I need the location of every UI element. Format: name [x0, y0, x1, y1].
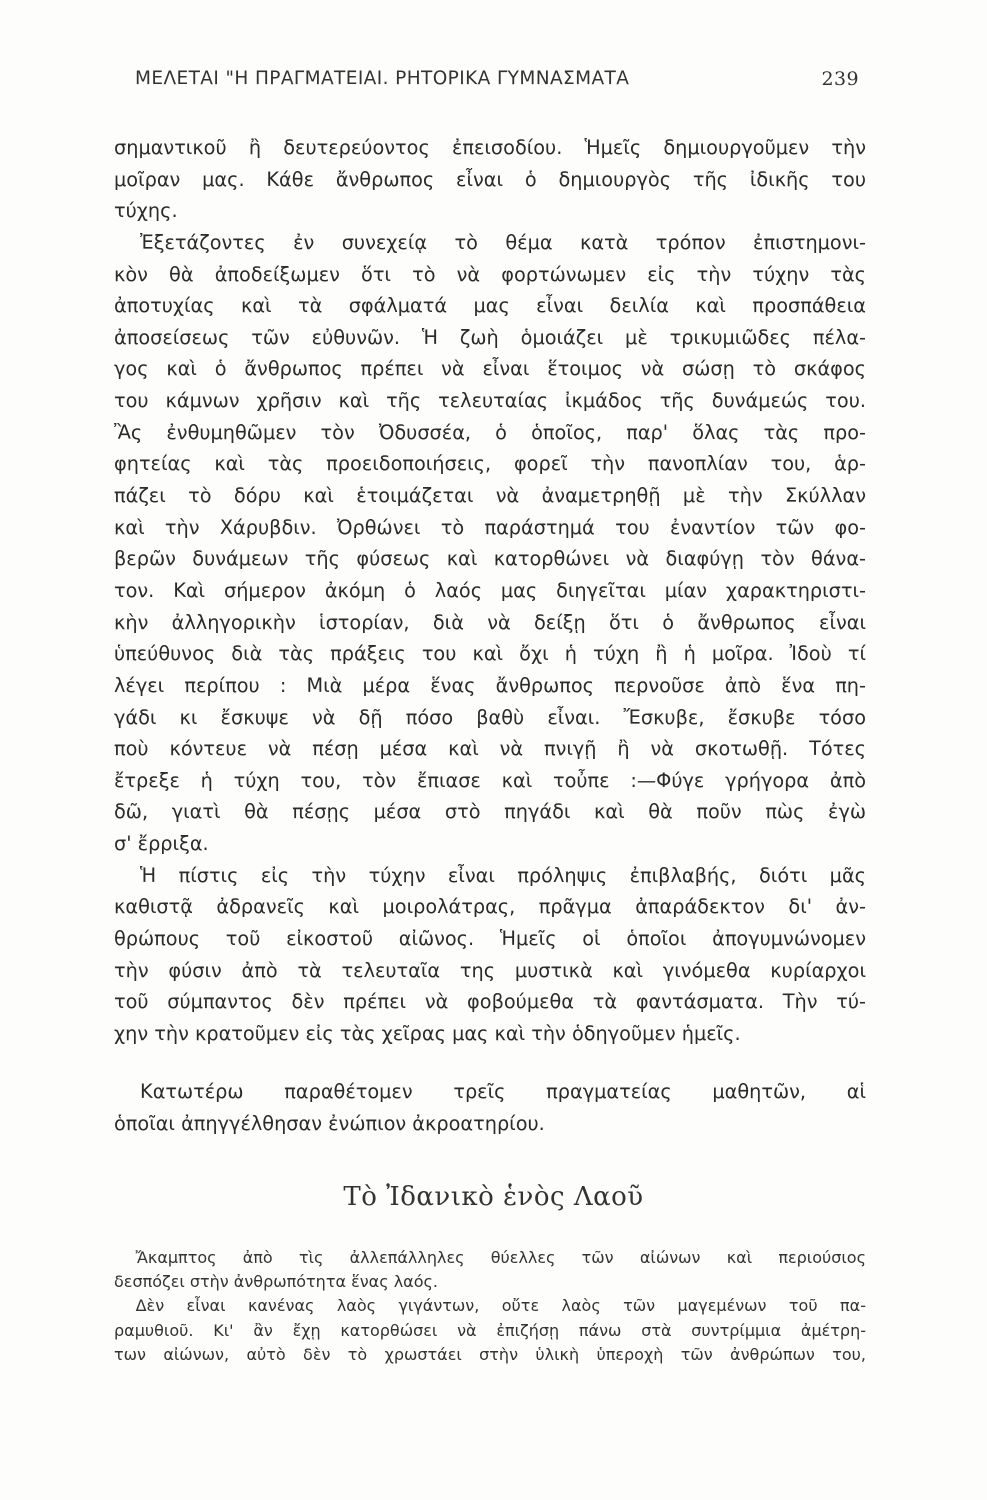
text-line: βερῶν δυνάμεων τῆς φύσεως καὶ κατορθώνει νὰ διαφύγῃ τὸν θάνα-: [114, 547, 866, 571]
text-line: χην τὴν κρατοῦμεν εἰς τὰς χεῖρας μας καὶ τὴν ὁδηγοῦμεν ἡμεῖς.: [114, 1021, 741, 1045]
text-line: Κατωτέρω παραθέτομεν τρεῖς πραγματείας μαθητῶν, αἱ: [140, 1080, 866, 1103]
text-line: μοῖραν μας. Κάθε ἄνθρωπος εἶναι ὁ δημιουργὸς τῆς ἰδικῆς του: [114, 167, 866, 191]
text-line: τύχης.: [114, 199, 178, 223]
text-line: Δὲν εἶναι κανένας λαὸς γιγάντων, οὔτε λαὸς τῶν μαγεμένων τοῦ πα-: [135, 1296, 866, 1316]
text-line: Ἂς ἐνθυμηθῶμεν τὸν Ὀδυσσέα, ὁ ὁποῖος, παρ' ὅλας τὰς προ-: [114, 420, 866, 444]
text-line: σ' ἔρριξα.: [114, 832, 209, 856]
text-line: κὴν ἀλληγορικὴν ἱστορίαν, διὰ νὰ δείξῃ ὅτι ὁ ἄνθρωπος εἶναι: [114, 610, 866, 634]
text-line: δῶ, γιατὶ θὰ πέσῃς μέσα στὸ πηγάδι καὶ θὰ ποῦν πὼς ἐγὼ: [114, 800, 866, 824]
intro-paragraph: [114, 1076, 866, 1139]
text-line: καθιστᾷ ἀδρανεῖς καὶ μοιρολάτρας, πρᾶγμα ἀπαράδεκτον δι' ἀν-: [114, 895, 866, 919]
header-title: ΜΕΛΕΤΑΙ "Η ΠΡΑΓΜΑΤΕΙΑΙ. ΡΗΤΟΡΙΚΑ ΓΥΜΝΑΣΜΑΤΑ: [135, 68, 630, 89]
text-line: Ἐξετάζοντες ἐν συνεχείᾳ τὸ θέμα κατὰ τρόπον ἐπιστημονι-: [140, 230, 866, 254]
text-line: θρώπους τοῦ εἰκοστοῦ αἰῶνος. Ἡμεῖς οἱ ὁποῖοι ἀπογυμνώνομεν: [114, 927, 866, 951]
text-line: φητείας καὶ τὰς προειδοποιήσεις, φορεῖ τὴν πανοπλίαν του, ἁρ-: [114, 452, 866, 476]
text-line: ὑπεύθυνος διὰ τὰς πράξεις του καὶ ὄχι ἡ τύχη ἢ ἡ μοῖρα. Ἰδοὺ τί: [114, 642, 866, 666]
text-line: γάδι κι ἔσκυψε νὰ δῇ πόσο βαθὺ εἶναι. Ἔσκυβε, ἔσκυβε τόσο: [114, 705, 866, 729]
section-title: Τὸ Ἰδανικὸ ἑνὸς Λαοῦ: [343, 1182, 644, 1212]
text-line: δεσπόζει στὴν ἀνθρωπότητα ἕνας λαός.: [114, 1272, 438, 1292]
text-line: λέγει περίπου : Μιὰ μέρα ἕνας ἄνθρωπος περνοῦσε ἀπὸ ἕνα πη-: [114, 673, 866, 697]
text-line: τοῦ σύμπαντος δὲν πρέπει νὰ φοβούμεθα τὰ φαντάσματα. Τὴν τύ-: [114, 990, 866, 1014]
text-line: ραμυθιοῦ. Κι' ἂν ἔχῃ κατορθώσει νὰ ἐπιζήσῃ πάνω στὰ συντρίμμια ἀμέτρη-: [114, 1320, 866, 1340]
text-line: Ἄκαμπτος ἀπὸ τὶς ἀλλεπάλληλες θύελλες τῶν αἰώνων καὶ περιούσιος: [135, 1248, 866, 1267]
essay-text: [114, 1246, 866, 1367]
text-line: ἔτρεξε ἡ τύχη του, τὸν ἔπιασε καὶ τοὖπε :—Φύγε γρήγορα ἀπὸ: [114, 768, 866, 792]
text-line: πάζει τὸ δόρυ καὶ ἑτοιμάζεται νὰ ἀναμετρηθῇ μὲ τὴν Σκύλλαν: [114, 484, 866, 508]
text-line: καὶ τὴν Χάρυβδιν. Ὀρθώνει τὸ παράστημά του ἐναντίον τῶν φο-: [114, 515, 866, 539]
text-line: γος καὶ ὁ ἄνθρωπος πρέπει νὰ εἶναι ἕτοιμος νὰ σώσῃ τὸ σκάφος: [114, 357, 866, 381]
text-line: ὁποῖαι ἀπηγγέλθησαν ἐνώπιον ἀκροατηρίου.: [114, 1111, 545, 1135]
body-text: [114, 132, 866, 1050]
text-line: ποὺ κόντευε νὰ πέσῃ μέσα καὶ νὰ πνιγῇ ἢ νὰ σκοτωθῇ. Τότες: [114, 737, 866, 761]
text-line: Ἡ πίστις εἰς τὴν τύχην εἶναι πρόληψις ἐπιβλαβής, διότι μᾶς: [140, 863, 866, 887]
text-line: του κάμνων χρῆσιν καὶ τῆς τελευταίας ἰκμάδος τῆς δυνάμεώς του.: [114, 389, 866, 413]
text-line: ἀποσείσεως τῶν εὐθυνῶν. Ἡ ζωὴ ὁμοιάζει μὲ τρικυμιῶδες πέλα-: [114, 325, 866, 349]
page-number: 239: [821, 68, 859, 90]
text-line: τον. Καὶ σήμερον ἀκόμη ὁ λαός μας διηγεῖται μίαν χαρακτηριστι-: [114, 578, 866, 602]
running-header: [135, 68, 865, 98]
text-line: των αἰώνων, αὐτὸ δὲν τὸ χρωστάει στὴν ὑλικὴ ὑπεροχὴ τῶν ἀνθρώπων του,: [114, 1344, 866, 1364]
text-line: ἀποτυχίας καὶ τὰ σφάλματά μας εἶναι δειλία καὶ προσπάθεια: [114, 294, 866, 318]
text-line: τὴν φύσιν ἀπὸ τὰ τελευταῖα της μυστικὰ καὶ γινόμεθα κυρίαρχοι: [114, 958, 866, 982]
text-line: σημαντικοῦ ἢ δευτερεύοντος ἐπεισοδίου. Ἡμεῖς δημιουργοῦμεν τὴν: [114, 136, 866, 159]
text-line: κὸν θὰ ἀποδείξωμεν ὅτι τὸ νὰ φορτώνωμεν εἰς τὴν τύχην τὰς: [114, 262, 866, 286]
